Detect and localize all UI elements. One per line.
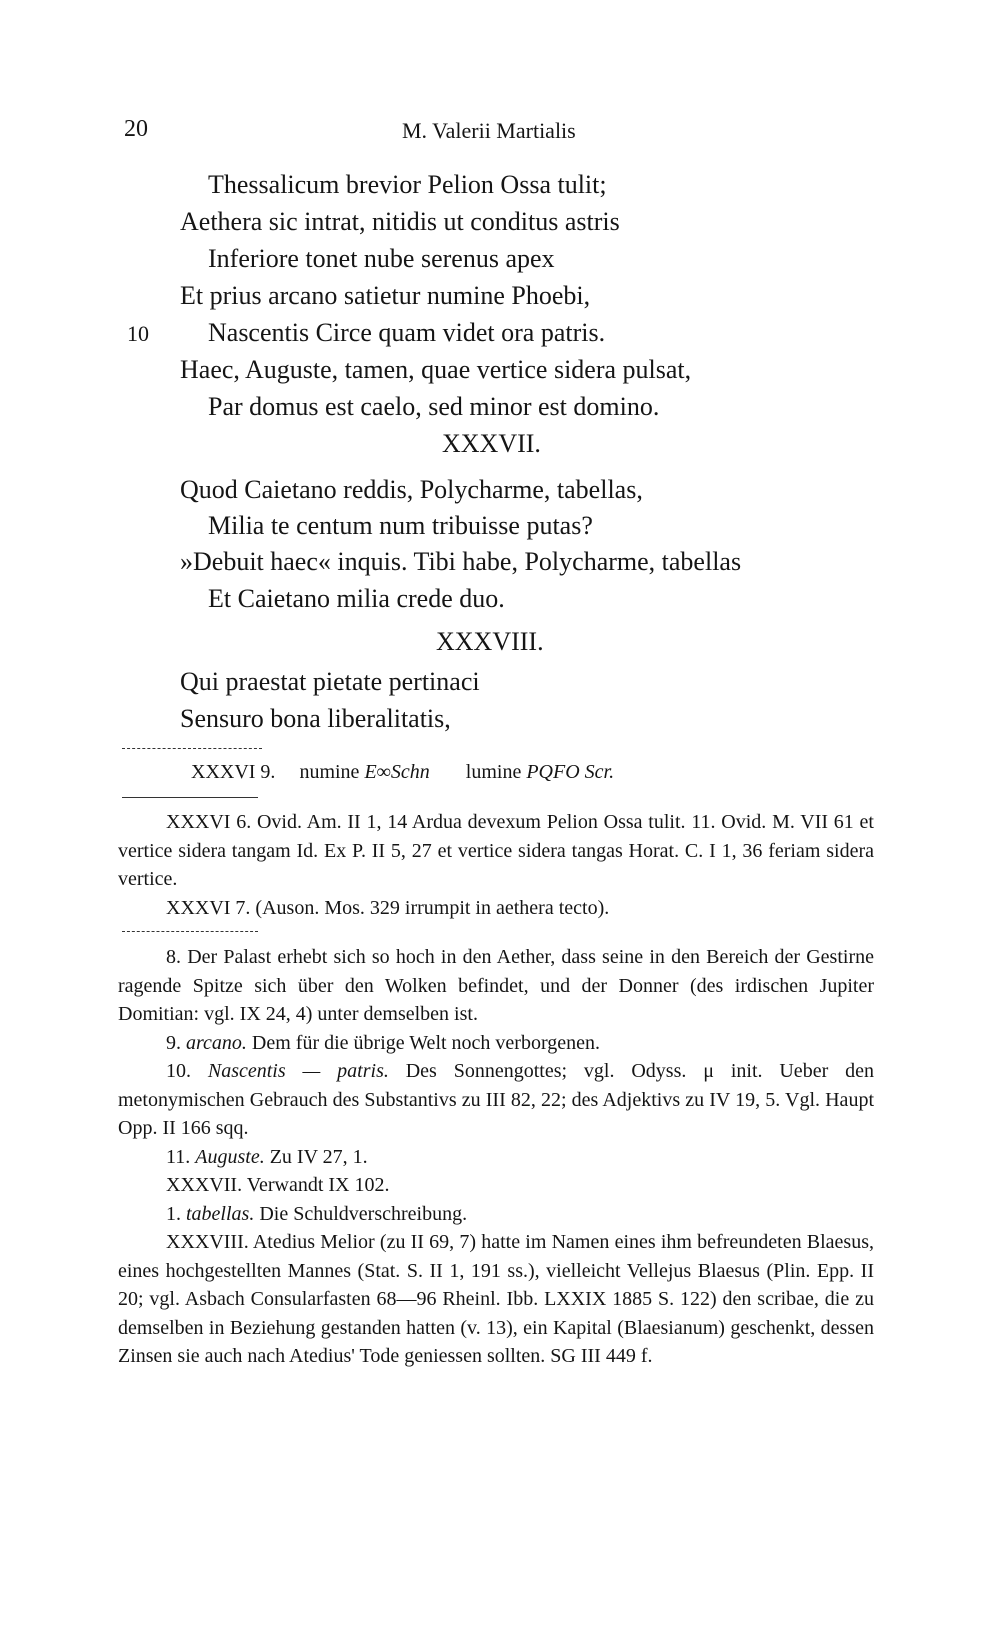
line-number: 10 — [127, 321, 149, 346]
parallel-passages — [118, 808, 874, 922]
note-text: Des Sonnengottes; vgl. Odyss. μ init. Ueber den metonymischen Gebrauch des Substantivs zu III 82, 22; des Adjektivs zu IV 19, 5. Vgl. Haupt Opp. II 166 sqq. — [118, 1060, 874, 1139]
running-title: M. Valerii Martialis — [402, 118, 576, 143]
parallel-note: XXXVI 6. Ovid. Am. II 1, 14 Ardua devexum Pelion Ossa tulit. 11. Ovid. M. VII 61 et vertice sidera tangam Id. Ex P. II 5, 27 et vertice sidera tangas Horat. C. I 1, 36 feriam sidera vertice. — [118, 811, 874, 890]
note-number: 11. — [166, 1145, 191, 1168]
note-text: Die Schuldverschreibung. — [259, 1202, 468, 1225]
commentary-note: XXXVII. Verwandt IX 102. — [166, 1174, 390, 1196]
separator-rule — [122, 748, 262, 749]
note-lemma: Auguste. — [195, 1145, 265, 1168]
commentary-note — [118, 1200, 874, 1229]
apparatus-sigla: PQFO — [526, 761, 580, 783]
commentary-note: 8. Der Palast erhebt sich so hoch in den Aether, dass seine in den Bereich der Gestirne ragende Spitze sich über den Wolken befindet, und der Donner (des irdischen Jupiter Domitian: vgl. IX 24, 4) unter demselben ist. — [118, 946, 874, 1025]
verse-line: Inferiore tonet nube serenus apex — [208, 244, 555, 273]
verse-line: Thessalicum brevior Pelion Ossa tulit; — [208, 170, 607, 199]
verse-line: Et prius arcano satietur numine Phoebi, — [180, 281, 591, 310]
apparatus-reading: numine — [299, 761, 360, 783]
verse-line: Nascentis Circe quam videt ora patris. — [208, 318, 606, 347]
apparatus-ref: XXXVI 9. — [191, 761, 276, 783]
verse-line: »Debuit haec« inquis. Tibi habe, Polycharme, tabellas — [180, 547, 742, 576]
note-text: Dem für die übrige Welt noch verborgenen. — [251, 1031, 601, 1054]
apparatus-reading: lumine — [465, 761, 522, 783]
note-number: 10. — [166, 1060, 191, 1082]
note-lemma: Nascentis — patris. — [207, 1060, 389, 1082]
note-lemma: tabellas. — [186, 1202, 255, 1225]
verse-line: Aethera sic intrat, nitidis ut conditus astris — [180, 207, 620, 236]
note-number: 1. — [166, 1202, 181, 1225]
separator-rule — [122, 931, 258, 932]
poem-heading: XXXVIII. — [436, 627, 544, 656]
commentary — [118, 943, 874, 1371]
verse-line: Et Caietano milia crede duo. — [208, 584, 505, 613]
verse-line: Haec, Auguste, tamen, quae vertice sidera pulsat, — [180, 355, 692, 384]
apparatus-criticus — [191, 760, 614, 784]
note-lemma: arcano. — [186, 1031, 247, 1054]
verse-line: Milia te centum num tribuisse putas? — [208, 511, 593, 540]
commentary-note — [118, 1057, 874, 1143]
verse-line: Qui praestat pietate pertinaci — [180, 667, 480, 696]
apparatus-sigla: E∞Schn — [364, 761, 430, 783]
commentary-note: XXXVIII. Atedius Melior (zu II 69, 7) hatte im Namen eines ihm befreundeten Blaesus, eines hochgestellten Mannes (Stat. S. II 1, 191 ss.), vielleicht Vellejus Blaesus (Plin. Epp. II 20; vgl. Asbach Consularfasten 68—96 Rheinl. Ibb. LXXIX 1885 S. 122) den scribae, die zu demselben in Beziehung gestanden hatten (v. 13), ein Kapital (Blaesianum) geschenkt, dessen Zinsen sie auch nach Atedius' Tode geniessen sollten. SG III 449 f. — [118, 1231, 874, 1367]
verse-line: Sensuro bona liberalitatis, — [180, 704, 451, 733]
commentary-note — [118, 1143, 874, 1172]
note-text: Zu IV 27, 1. — [269, 1145, 368, 1168]
verse-line: Quod Caietano reddis, Polycharme, tabellas, — [180, 475, 643, 504]
parallel-note: XXXVI 7. (Auson. Mos. 329 irrumpit in aethera tecto). — [166, 896, 610, 919]
verse-line: Par domus est caelo, sed minor est domino. — [208, 392, 660, 421]
apparatus-sigla: Scr. — [584, 761, 615, 783]
page-number: 20 — [124, 116, 148, 142]
commentary-note — [118, 1029, 874, 1058]
poem-heading: XXXVII. — [442, 429, 541, 458]
separator-rule — [122, 797, 258, 798]
note-number: 9. — [166, 1031, 181, 1054]
